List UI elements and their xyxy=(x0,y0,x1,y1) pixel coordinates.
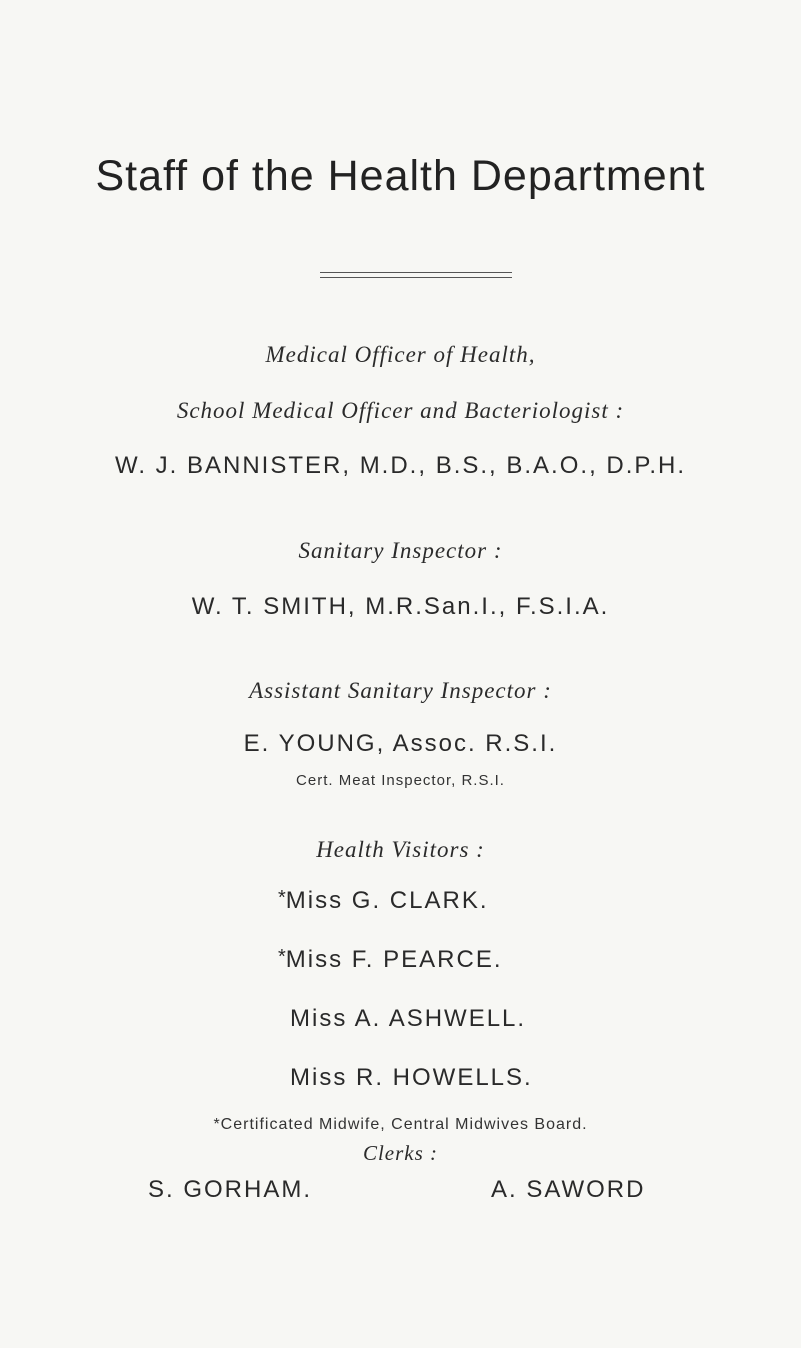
visitor-name: Miss F. PEARCE. xyxy=(285,946,503,973)
clerk-name: A. SAWORD xyxy=(491,1176,646,1203)
divider-rule xyxy=(320,272,512,273)
visitor-name: Miss A. ASHWELL. xyxy=(290,1005,527,1032)
page-title: Staff of the Health Department xyxy=(95,152,706,200)
assistant-role: Assistant Sanitary Inspector : xyxy=(249,678,552,703)
clerks-role: Clerks : xyxy=(362,1141,439,1165)
visitor-item xyxy=(278,946,503,974)
sanitary-name: W. T. SMITH, M.R.San.I., F.S.I.A. xyxy=(191,593,610,620)
sanitary-role: Sanitary Inspector : xyxy=(298,538,503,563)
moh-role-line2: School Medical Officer and Bacteriologist : xyxy=(176,398,625,423)
clerk-name: S. GORHAM. xyxy=(148,1176,313,1203)
assistant-name: E. YOUNG, Assoc. R.S.I. xyxy=(243,730,558,757)
visitors-footnote: *Certificated Midwife, Central Midwives Board. xyxy=(213,1116,588,1133)
divider-rule xyxy=(320,277,512,278)
visitor-name: Miss G. CLARK. xyxy=(285,887,489,914)
visitor-item xyxy=(290,1005,526,1033)
asterisk-mark: * xyxy=(278,887,286,909)
moh-name: W. J. BANNISTER, M.D., B.S., B.A.O., D.P.H. xyxy=(115,452,686,479)
visitors-role: Health Visitors : xyxy=(316,837,485,862)
visitor-item xyxy=(290,1064,533,1092)
visitor-name: Miss R. HOWELLS. xyxy=(290,1064,533,1091)
assistant-cert: Cert. Meat Inspector, R.S.I. xyxy=(296,772,505,789)
visitor-item xyxy=(278,887,489,915)
moh-role-line1: Medical Officer of Health, xyxy=(265,342,536,367)
asterisk-mark: * xyxy=(278,946,286,968)
